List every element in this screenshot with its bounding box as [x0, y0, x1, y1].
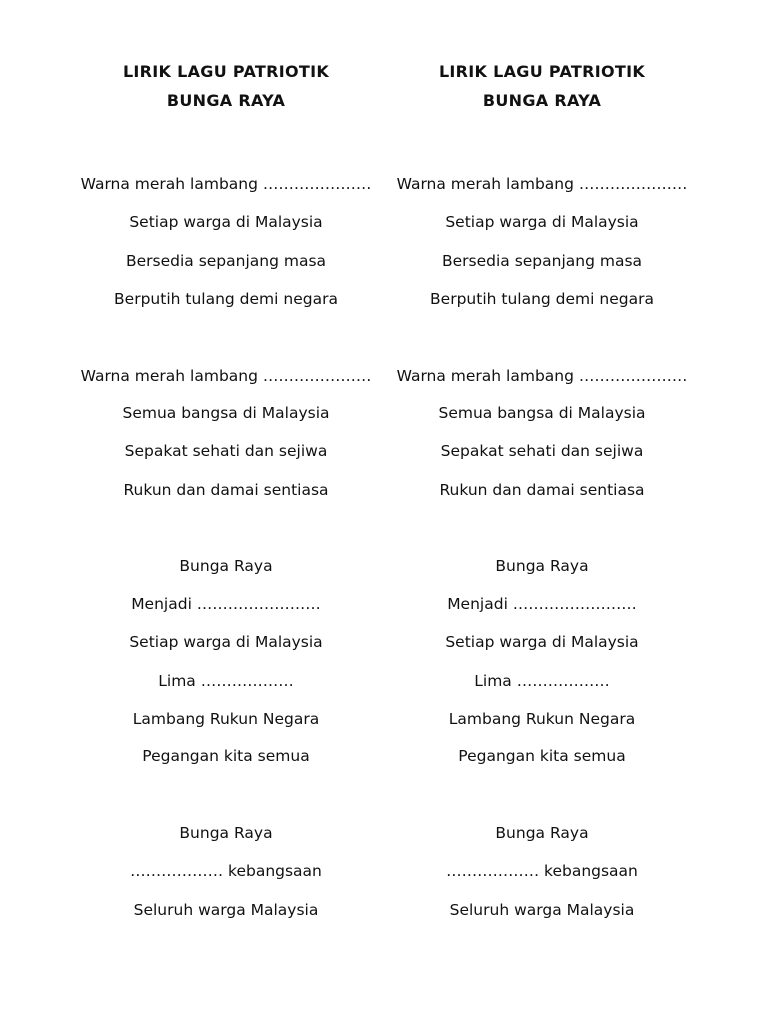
- lyric-line: Pegangan kita semua: [458, 747, 626, 765]
- title-line-2: BUNGA RAYA: [482, 91, 602, 110]
- lyric-line: Warna merah lambang …………………: [396, 367, 688, 385]
- lyric-line: Setiap warga di Malaysia: [445, 213, 639, 231]
- lyric-line: Warna merah lambang …………………: [396, 175, 688, 193]
- title-line-2: BUNGA RAYA: [166, 91, 286, 110]
- lyric-line: Menjadi ……………………: [447, 595, 637, 613]
- lyric-line: Bunga Raya: [179, 824, 273, 842]
- lyric-line: Rukun dan damai sentiasa: [439, 481, 645, 499]
- lyric-line: Pegangan kita semua: [142, 747, 310, 765]
- lyric-line: Bersedia sepanjang masa: [125, 252, 327, 270]
- lyric-line: Semua bangsa di Malaysia: [438, 404, 646, 422]
- lyric-line: ……………… kebangsaan: [446, 862, 638, 880]
- lyric-line: Sepakat sehati dan sejiwa: [440, 442, 644, 460]
- lyric-line: Semua bangsa di Malaysia: [122, 404, 330, 422]
- lyric-line: Warna merah lambang …………………: [80, 367, 372, 385]
- lyric-line: ……………… kebangsaan: [130, 862, 322, 880]
- lyric-line: Bunga Raya: [495, 824, 589, 842]
- lyric-line: Bersedia sepanjang masa: [441, 252, 643, 270]
- lyric-line: Setiap warga di Malaysia: [129, 633, 323, 651]
- lyric-line: Lima ………………: [474, 672, 610, 690]
- lyric-line: Bunga Raya: [495, 557, 589, 575]
- title-line-1: LIRIK LAGU PATRIOTIK: [122, 62, 330, 81]
- lyric-line: Setiap warga di Malaysia: [445, 633, 639, 651]
- lyric-line: Berputih tulang demi negara: [430, 290, 654, 308]
- lyric-line: Setiap warga di Malaysia: [129, 213, 323, 231]
- lyric-line: Rukun dan damai sentiasa: [123, 481, 329, 499]
- lyric-line: Seluruh warga Malaysia: [133, 901, 319, 919]
- title-line-1: LIRIK LAGU PATRIOTIK: [438, 62, 646, 81]
- lyric-line: Lima ………………: [158, 672, 294, 690]
- lyric-line: Berputih tulang demi negara: [114, 290, 338, 308]
- lyric-line: Warna merah lambang …………………: [80, 175, 372, 193]
- lyric-line: Lambang Rukun Negara: [132, 710, 320, 728]
- lyric-line: Bunga Raya: [179, 557, 273, 575]
- lyric-line: Seluruh warga Malaysia: [449, 901, 635, 919]
- lyric-line: Lambang Rukun Negara: [448, 710, 636, 728]
- lyric-line: Menjadi ……………………: [131, 595, 321, 613]
- lyric-line: Sepakat sehati dan sejiwa: [124, 442, 328, 460]
